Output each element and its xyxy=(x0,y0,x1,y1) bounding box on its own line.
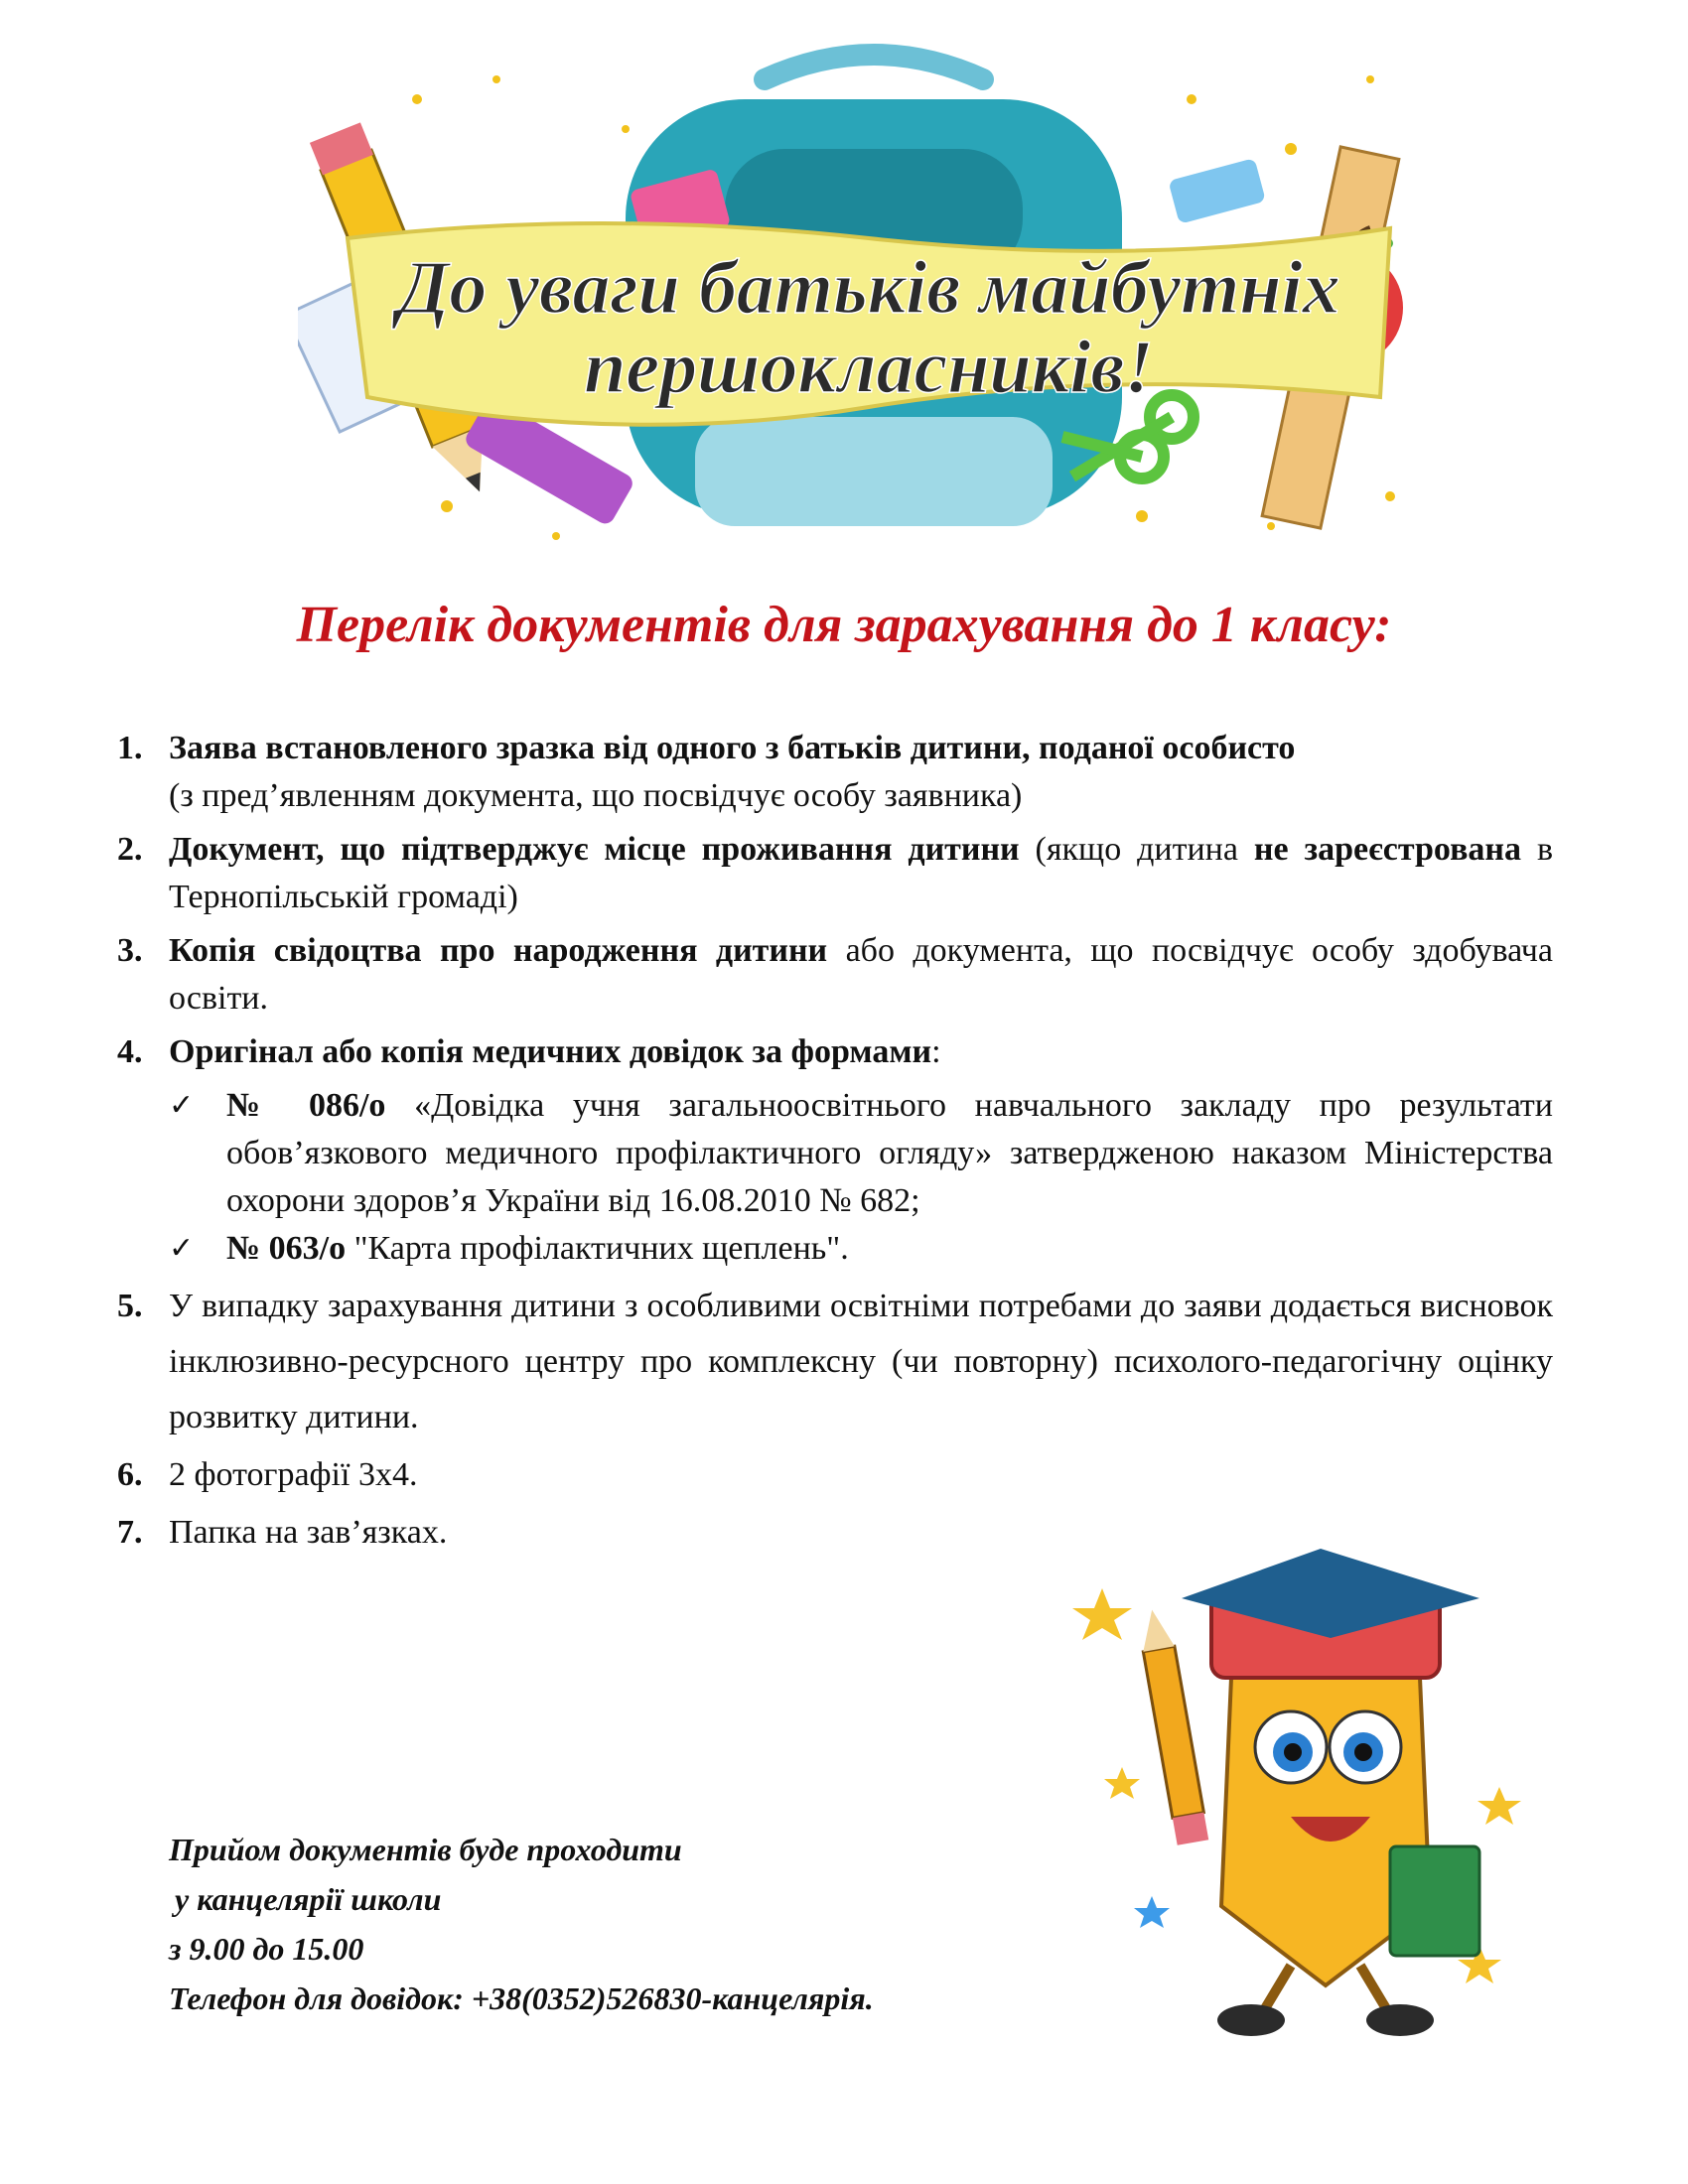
item-note: (з пред’явленням документа, що посвідчує особу заявника) xyxy=(169,777,1023,814)
checkmark-icon: ✓ xyxy=(169,1088,195,1123)
form-description: «Довідка учня загальноосвітнього навчального закладу про результати обов’язкового медичного профілактичного огляду» затвердженою наказом Міністерства охорони здоров’я України від 16.08.2010 № 682; xyxy=(226,1087,1553,1219)
item-title: Оригінал або копія медичних довідок за формами xyxy=(169,1033,932,1070)
list-item xyxy=(117,1451,1553,1499)
form-description: "Карта профілактичних щеплень". xyxy=(346,1230,849,1267)
pencil-mascot-illustration xyxy=(1062,1529,1539,2045)
list-item xyxy=(117,927,1553,1023)
sub-item xyxy=(117,1082,1553,1225)
sub-item xyxy=(117,1225,1553,1273)
form-code: № 086/о xyxy=(226,1087,386,1124)
item-number: 1. xyxy=(117,730,143,766)
item-title: Заява встановленого зразка від одного з батьків дитини, поданої особисто xyxy=(169,730,1296,766)
item-title: Документ, що підтверджує місце проживання дитини xyxy=(169,831,1020,868)
item-text: У випадку зарахування дитини з особливими освітніми потребами до заяви додається висновок інклюзивно-ресурсного центру про комплексну (чи повторну) психолого-педагогічну оцінку розвитку дитини. xyxy=(169,1288,1553,1435)
item-text: 2 фотографії 3х4. xyxy=(169,1456,418,1493)
pencil-icon xyxy=(1136,1607,1208,1845)
item-text: (якщо дитина xyxy=(1019,831,1254,868)
banner-title-line1: До уваги батьків майбутніх xyxy=(397,246,1340,330)
checkmark-icon: ✓ xyxy=(169,1231,195,1266)
item-text: або документа, що посвідчує особу здобувача освіти. xyxy=(169,932,1553,1017)
document-list xyxy=(117,725,1553,1563)
list-item xyxy=(117,725,1553,820)
banner-illustration xyxy=(298,40,1440,556)
banner-title-line2: першокласників! xyxy=(584,326,1154,409)
footer-phone: Телефон для довідок: +38(0352)526830-канцелярія. xyxy=(169,1980,874,2016)
item-text: в Тернопільській громаді) xyxy=(169,831,1553,915)
footer-line: у канцелярії школи xyxy=(175,1881,442,1917)
item-number: 6. xyxy=(117,1456,143,1493)
list-item xyxy=(117,1279,1553,1445)
item-text: : xyxy=(931,1033,941,1070)
star-icon xyxy=(1134,1896,1170,1928)
item-number: 4. xyxy=(117,1033,143,1070)
eraser-icon xyxy=(1168,158,1266,224)
form-code: № 063/о xyxy=(226,1230,347,1267)
footer-note xyxy=(169,1825,874,2023)
shoe-icon xyxy=(1217,2004,1285,2036)
item-number: 5. xyxy=(117,1288,143,1324)
list-item xyxy=(117,1028,1553,1076)
item-emphasis: не зареєстрована xyxy=(1253,831,1522,868)
list-item xyxy=(117,826,1553,921)
shoe-icon xyxy=(1366,2004,1434,2036)
item-text: Папка на зав’язках. xyxy=(169,1514,448,1551)
item-number: 3. xyxy=(117,932,143,969)
item-number: 2. xyxy=(117,831,143,868)
item-number: 7. xyxy=(117,1514,143,1551)
footer-line: Прийом документів буде проходити xyxy=(169,1832,682,1867)
item-title: Копія свідоцтва про народження дитини xyxy=(169,932,828,969)
footer-line: з 9.00 до 15.00 xyxy=(169,1931,364,1967)
page-title: Перелік документів для зарахування до 1 класу: xyxy=(296,597,1392,653)
book-icon xyxy=(1390,1846,1479,1956)
